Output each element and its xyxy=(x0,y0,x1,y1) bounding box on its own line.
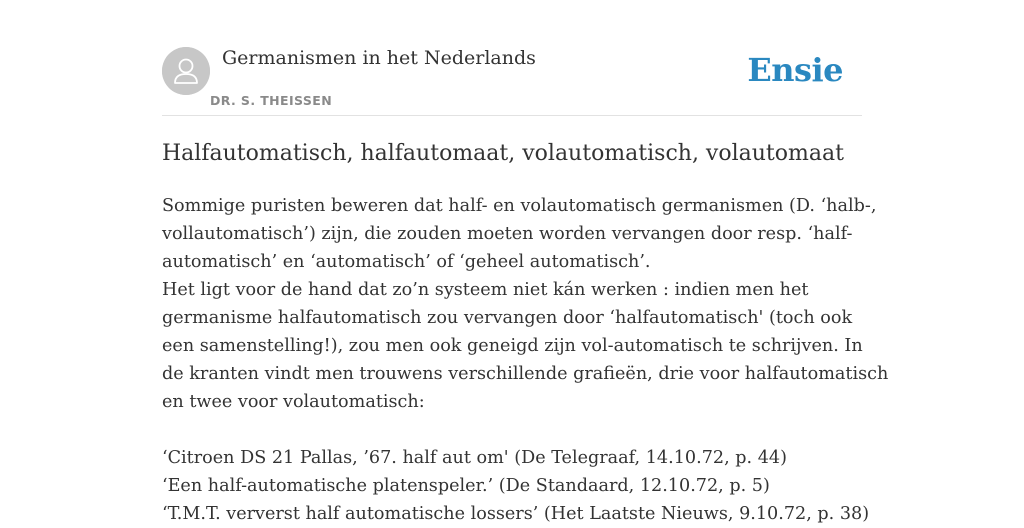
author-name[interactable]: DR. S. THEISSEN xyxy=(210,93,333,108)
text-line: vollautomatisch’) zijn, die zouden moeten worden vervangen door resp. ‘half- xyxy=(162,224,853,244)
entry-quotes xyxy=(162,444,870,528)
quote-line: ‘T.M.T. ververst half automatische lossers’ (Het Laatste Nieuws, 9.10.72, p. 38) xyxy=(162,504,870,524)
text-line: automatisch’ en ‘automatisch’ of ‘geheel automatisch’. xyxy=(162,252,651,272)
book-header xyxy=(162,46,862,116)
user-avatar-icon xyxy=(162,47,210,95)
text-line: een samenstelling!), zou men ook geneigd zijn vol-automatisch te schrijven. In xyxy=(162,336,863,356)
quote-line: ‘Citroen DS 21 Pallas, ’67. half aut om' (De Telegraaf, 14.10.72, p. 44) xyxy=(162,448,787,468)
entry-paragraph-2 xyxy=(162,276,889,416)
text-line: Het ligt voor de hand dat zo’n systeem niet kán werken : indien men het xyxy=(162,280,809,300)
text-line: de kranten vindt men trouwens verschillende grafieën, drie voor halfautomatisch xyxy=(162,364,889,384)
book-title[interactable]: Germanismen in het Nederlands xyxy=(222,47,536,69)
text-line: Sommige puristen beweren dat half- en volautomatisch germanismen (D. ‘halb-, xyxy=(162,196,877,216)
text-line: en twee voor volautomatisch: xyxy=(162,392,425,412)
paragraph-spacer xyxy=(162,416,862,444)
text-line: germanisme halfautomatisch zou vervangen door ‘halfautomatisch' (toch ook xyxy=(162,308,853,328)
entry-title: Halfautomatisch, halfautomaat, volautomatisch, volautomaat xyxy=(162,141,844,166)
brand-logo[interactable]: Ensie xyxy=(747,51,843,89)
author-avatar[interactable] xyxy=(162,47,210,95)
entry-paragraph-1 xyxy=(162,192,877,276)
header-divider xyxy=(162,115,862,116)
quote-line: ‘Een half-automatische platenspeler.’ (De Standaard, 12.10.72, p. 5) xyxy=(162,476,770,496)
entry-body xyxy=(162,192,889,528)
